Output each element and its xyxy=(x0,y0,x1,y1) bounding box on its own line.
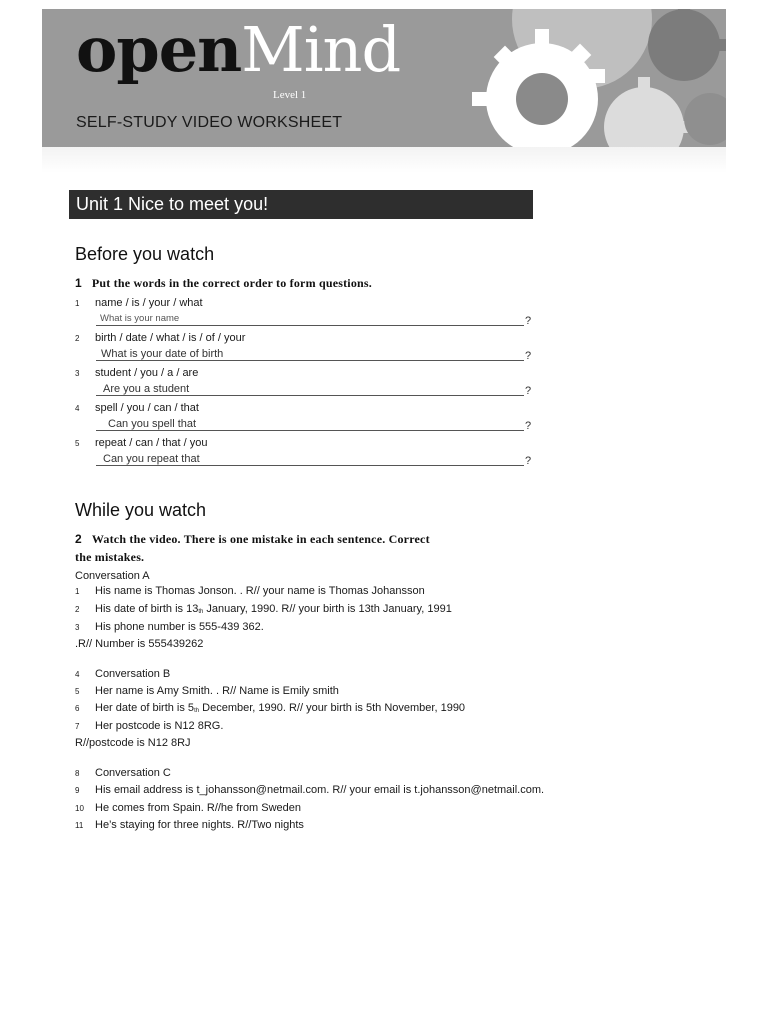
item-text: His date of birth is 13 xyxy=(95,603,199,615)
list-item xyxy=(75,702,465,714)
header-shadow xyxy=(42,147,726,173)
list-item xyxy=(75,720,223,732)
conversation-a-label: Conversation A xyxy=(75,570,150,582)
item-text: Her name is Amy Smith. . R// Name is Emily smith xyxy=(95,685,339,697)
item-text: His phone number is 555-439 362. xyxy=(95,621,264,633)
question-number: 2 xyxy=(75,334,80,343)
item-text: R//postcode is N12 8RJ xyxy=(75,737,191,749)
item-number: 11 xyxy=(75,821,84,830)
item-text: December, 1990. R// your birth is 5th November, 1990 xyxy=(199,702,466,714)
question-mark: ? xyxy=(525,420,532,432)
answer-field[interactable] xyxy=(96,416,524,431)
unit-title: Unit 1 Nice to meet you! xyxy=(69,190,533,219)
answer-text: Can you repeat that xyxy=(103,453,200,465)
question-number: 3 xyxy=(75,369,80,378)
item-text: January, 1990. R// your birth is 13th January, 1991 xyxy=(203,603,452,615)
logo-open: open xyxy=(76,13,242,86)
list-item xyxy=(75,784,544,796)
item-number: 5 xyxy=(75,687,80,696)
list-item xyxy=(75,668,170,680)
level-label: Level 1 xyxy=(273,89,307,101)
answer-text: Can you spell that xyxy=(108,418,197,430)
item-text: Her postcode is N12 8RG. xyxy=(95,720,224,732)
item-text: Conversation C xyxy=(95,767,171,779)
brand-logo xyxy=(76,13,400,87)
question-number: 1 xyxy=(75,299,80,308)
item-text: His email address is t_johansson@netmail.com. R// your email is t.johansson@netmail.com. xyxy=(95,784,545,796)
section-while-label: While you watch xyxy=(75,500,207,520)
question-mark: ? xyxy=(525,315,532,327)
section-while-title xyxy=(69,495,206,526)
item-number: 4 xyxy=(75,670,80,679)
question-text: student / you / a / are xyxy=(95,367,199,379)
question-text: name / is / your / what xyxy=(95,297,203,309)
question-prompt xyxy=(75,437,208,449)
item-text: Her date of birth is 5 xyxy=(95,702,195,714)
item-number: 1 xyxy=(75,587,80,596)
instruction-text: Put the words in the correct order to form questions. xyxy=(91,276,372,290)
question-mark: ? xyxy=(525,350,532,362)
answer-text: What is your date of birth xyxy=(101,348,224,360)
question-prompt xyxy=(75,297,203,309)
question-prompt xyxy=(75,402,199,414)
item-number: 3 xyxy=(75,623,80,632)
item-number: 8 xyxy=(75,769,80,778)
item-number: 2 xyxy=(75,605,80,614)
question-prompt xyxy=(75,367,198,379)
ordinal-suffix: th xyxy=(198,609,204,615)
list-item xyxy=(75,621,264,633)
answer-field[interactable] xyxy=(96,311,524,326)
list-item xyxy=(75,819,304,831)
question-text: birth / date / what / is / of / your xyxy=(95,332,246,344)
instruction-text: Watch the video. There is one mistake in each sentence. Correct xyxy=(91,532,430,546)
item-text: .R// Number is 555439262 xyxy=(75,638,204,650)
item-number: 10 xyxy=(75,804,84,813)
question-number: 5 xyxy=(75,439,80,448)
question-mark: ? xyxy=(525,455,532,467)
section-before-label: Before you watch xyxy=(75,244,215,264)
list-item xyxy=(75,802,301,814)
question-number: 4 xyxy=(75,404,80,413)
item-number: 7 xyxy=(75,722,80,731)
question-text: repeat / can / that / you xyxy=(95,437,208,449)
answer-text: What is your name xyxy=(100,313,180,324)
worksheet-subtitle: SELF-STUDY VIDEO WORKSHEET xyxy=(76,114,343,131)
list-item xyxy=(75,685,339,697)
item-text: His name is Thomas Jonson. . R// your name is Thomas Johansson xyxy=(95,585,425,597)
list-item xyxy=(75,767,171,779)
item-text: He comes from Spain. R//he from Sweden xyxy=(95,802,302,814)
list-item xyxy=(75,737,191,749)
answer-field[interactable] xyxy=(96,451,524,466)
item-text: Conversation B xyxy=(95,668,171,680)
list-item xyxy=(75,585,425,597)
answer-text: Are you a student xyxy=(103,383,190,395)
item-number: 6 xyxy=(75,704,80,713)
question-prompt xyxy=(75,332,245,344)
list-item xyxy=(75,603,452,615)
item-text: He’s staying for three nights. R//Two nights xyxy=(95,819,304,831)
answer-field[interactable] xyxy=(96,346,524,361)
instruction-2 xyxy=(75,532,430,547)
item-number: 9 xyxy=(75,786,80,795)
section-before-title xyxy=(69,239,214,270)
instruction-number: 2 xyxy=(75,532,82,546)
ordinal-suffix: th xyxy=(194,708,200,714)
question-text: spell / you / can / that xyxy=(95,402,199,414)
list-item xyxy=(75,638,203,650)
instruction-number: 1 xyxy=(75,276,82,290)
header-banner xyxy=(42,9,726,147)
instruction-1 xyxy=(75,276,372,291)
question-mark: ? xyxy=(525,385,532,397)
answer-field[interactable] xyxy=(96,381,524,396)
instruction-2-cont: the mistakes. xyxy=(75,550,145,564)
logo-mind: Mind xyxy=(241,13,401,86)
